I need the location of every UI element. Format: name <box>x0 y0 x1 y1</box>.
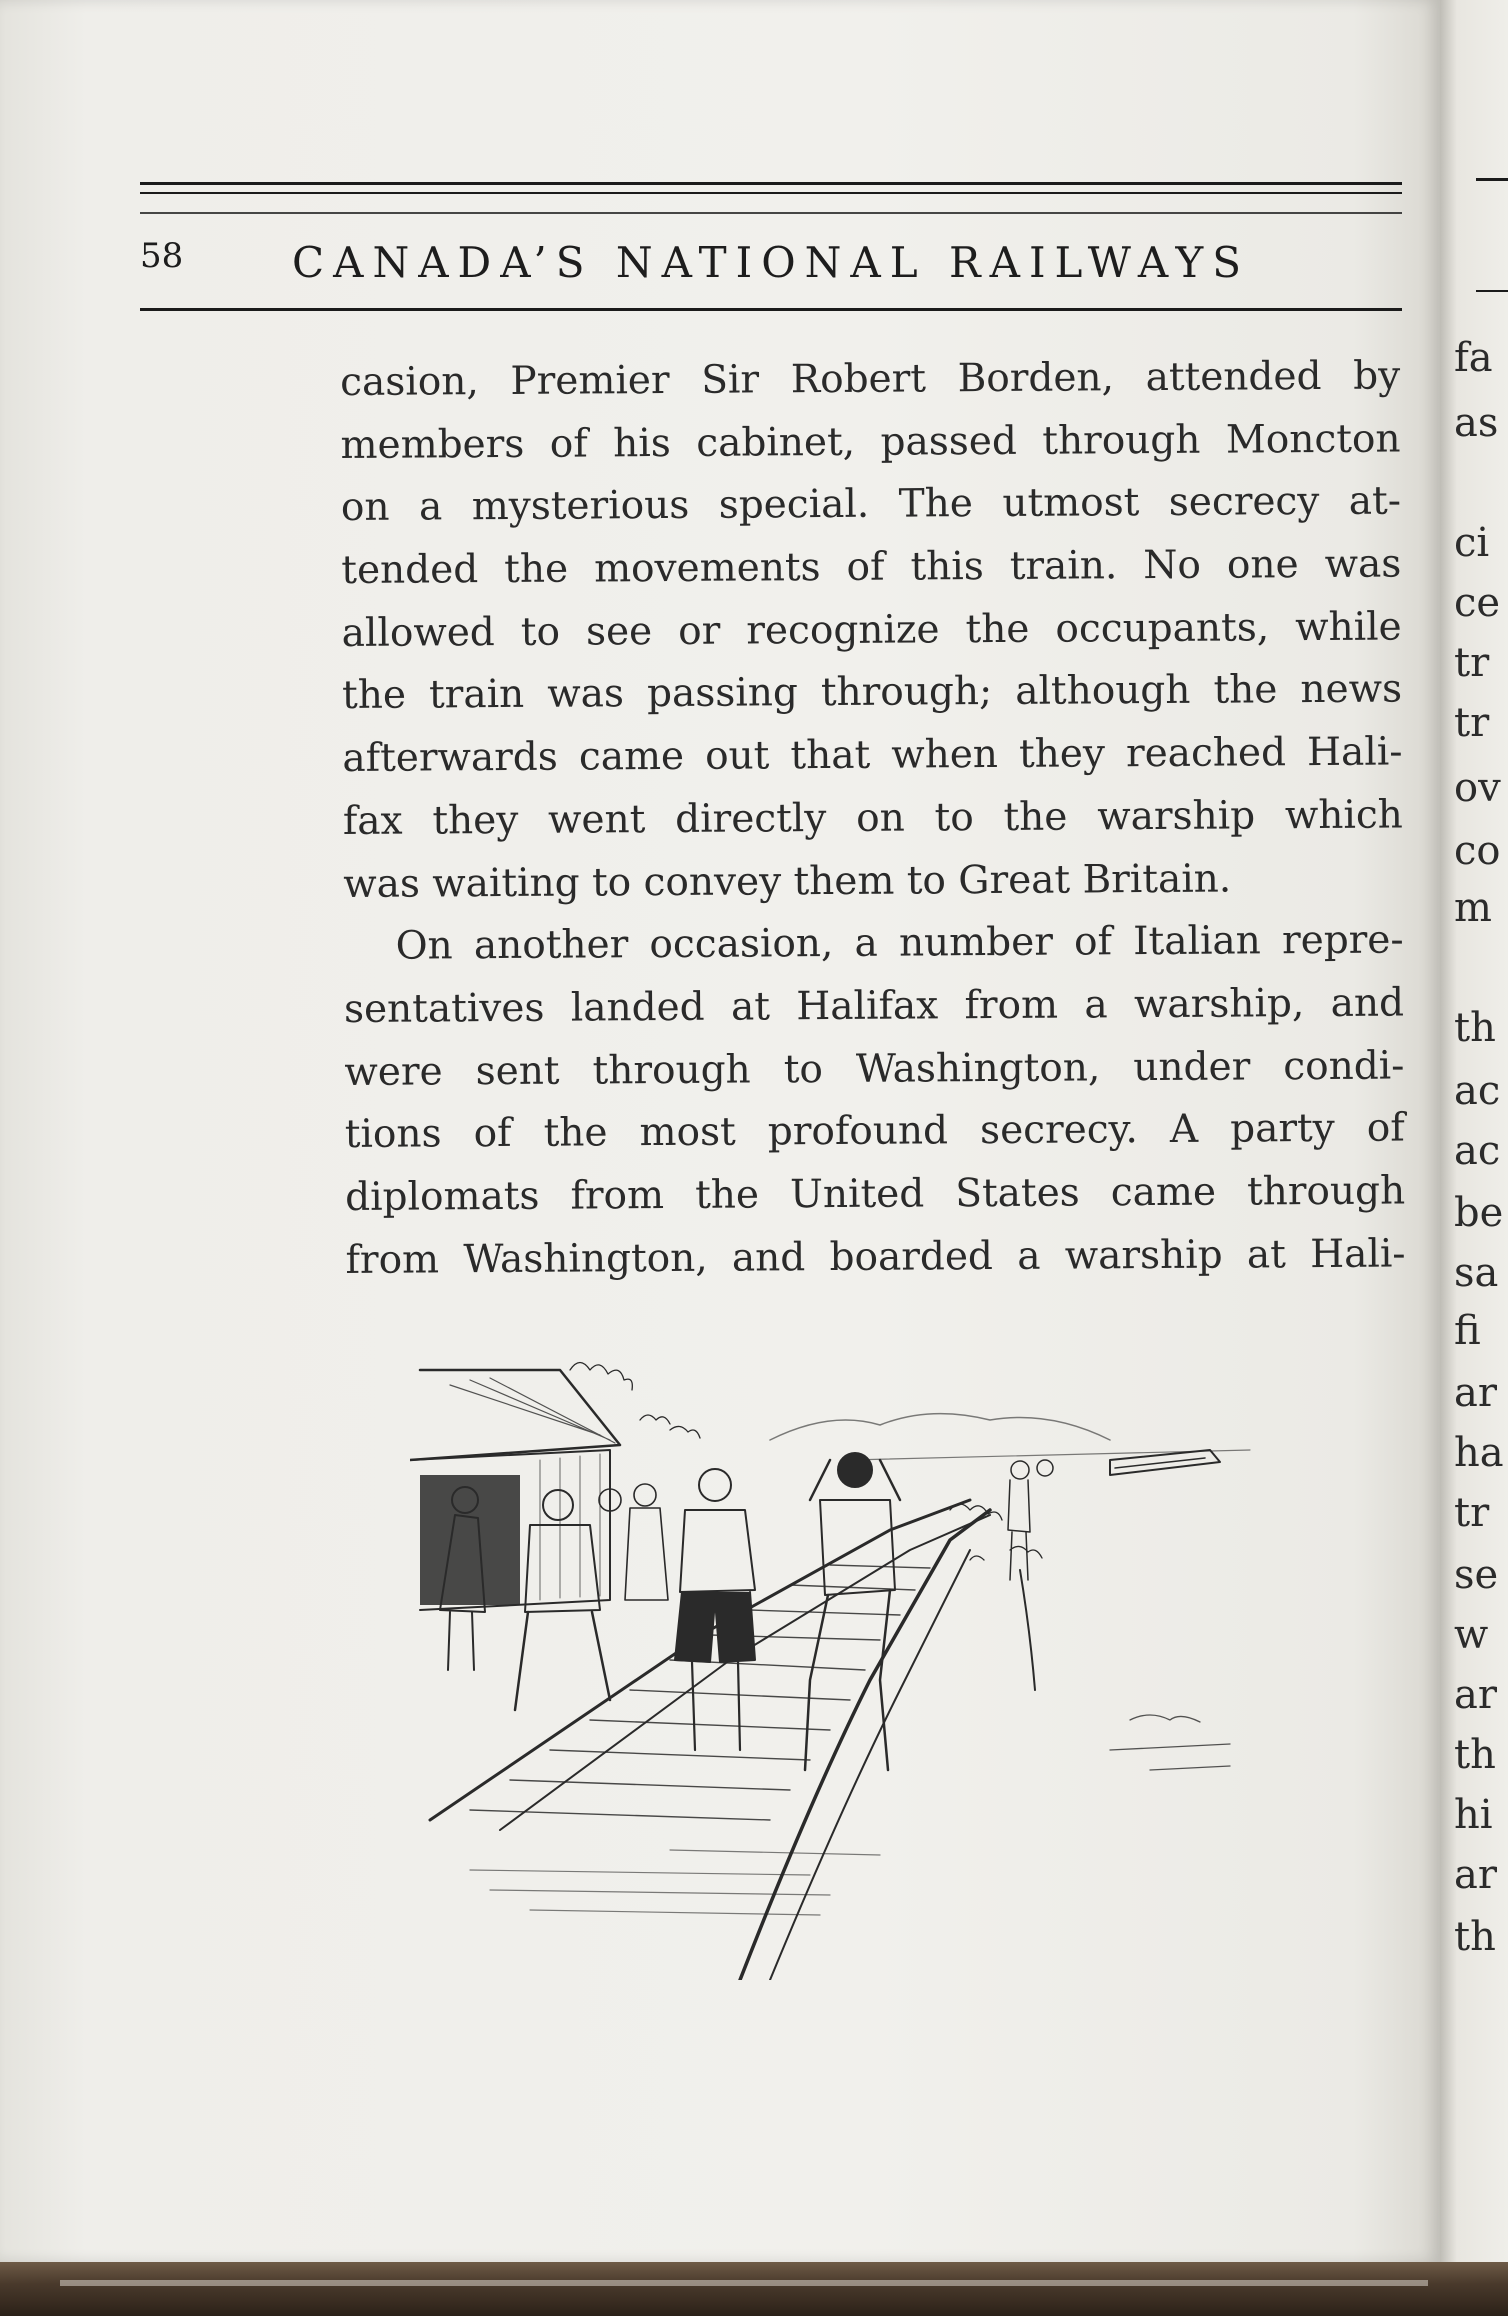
next-page-fragment: ar <box>1454 1672 1497 1718</box>
next-page-fragment: tr <box>1454 640 1490 686</box>
text-line: tions of the most profound secrecy. A party of <box>344 1105 1405 1158</box>
next-page-fragment: hi <box>1454 1792 1493 1838</box>
text-line: casion, Premier Sir Robert Borden, attended by <box>340 353 1401 405</box>
next-page-fragment: ha <box>1454 1430 1504 1476</box>
next-page-fragment: be <box>1454 1190 1504 1236</box>
next-page-fragment: m <box>1454 885 1492 931</box>
railway-illustration <box>410 1350 1310 1980</box>
next-page-fragment: se <box>1454 1552 1499 1598</box>
text-line: allowed to see or recognize the occupants, while <box>341 604 1402 656</box>
next-page-rule <box>1476 178 1508 181</box>
next-page-fragment: w <box>1454 1612 1489 1658</box>
next-page-fragment: ce <box>1454 580 1501 626</box>
text-line: the train was passing through; although the news <box>341 666 1403 719</box>
next-page-fragment: ar <box>1454 1852 1497 1898</box>
next-page-fragment: tr <box>1454 1490 1490 1536</box>
text-line: fax they went directly on to the warship which <box>342 792 1403 844</box>
next-page-fragment: th <box>1454 1732 1496 1778</box>
next-page-fragment: ci <box>1454 520 1490 566</box>
next-page-fragment: ac <box>1454 1068 1501 1114</box>
header-rule-bottom <box>140 212 1402 214</box>
text-line: members of his cabinet, passed through Moncton <box>340 416 1401 468</box>
header-rule-top <box>140 182 1402 185</box>
body-text <box>340 346 1406 1293</box>
text-line: diplomats from the United States came through <box>345 1168 1406 1220</box>
book-binding-edge <box>0 2262 1508 2316</box>
text-line: was waiting to convey them to Great Britain. <box>343 856 1232 907</box>
page-number: 58 <box>140 236 184 276</box>
page-stack-rim <box>60 2280 1428 2286</box>
next-page-fragment: th <box>1454 1005 1496 1051</box>
next-page-fragment: fi <box>1454 1308 1481 1354</box>
running-head: CANADA’S NATIONAL RAILWAYS <box>292 238 1250 287</box>
next-page-fragment: fa <box>1454 335 1493 381</box>
next-page-fragment: sa <box>1454 1250 1499 1296</box>
next-page-fragment: th <box>1454 1914 1496 1960</box>
next-page-fragment: tr <box>1454 700 1490 746</box>
header-rule-top-thin <box>140 192 1402 194</box>
next-page-fragment: as <box>1454 400 1499 446</box>
text-line: on a mysterious special. The utmost secrecy at- <box>340 478 1402 531</box>
next-page-fragment: ar <box>1454 1370 1497 1416</box>
text-line: On another occasion, a number of Italian repre- <box>395 917 1404 969</box>
next-page-fragment: ov <box>1454 765 1501 811</box>
text-line: afterwards came out that when they reached Hali- <box>342 729 1403 782</box>
next-page-fragment: co <box>1454 828 1501 874</box>
text-line: sentatives landed at Halifax from a warship, and <box>343 980 1405 1032</box>
text-line: tended the movements of this train. No one was <box>341 541 1402 594</box>
next-page-edge <box>1440 0 1508 2262</box>
text-line: were sent through to Washington, under condi- <box>344 1043 1405 1095</box>
next-page-rule <box>1476 290 1508 292</box>
text-line: from Washington, and boarded a warship at Hali- <box>345 1231 1406 1283</box>
next-page-fragment: ac <box>1454 1128 1501 1174</box>
header-rule-under <box>140 308 1402 311</box>
